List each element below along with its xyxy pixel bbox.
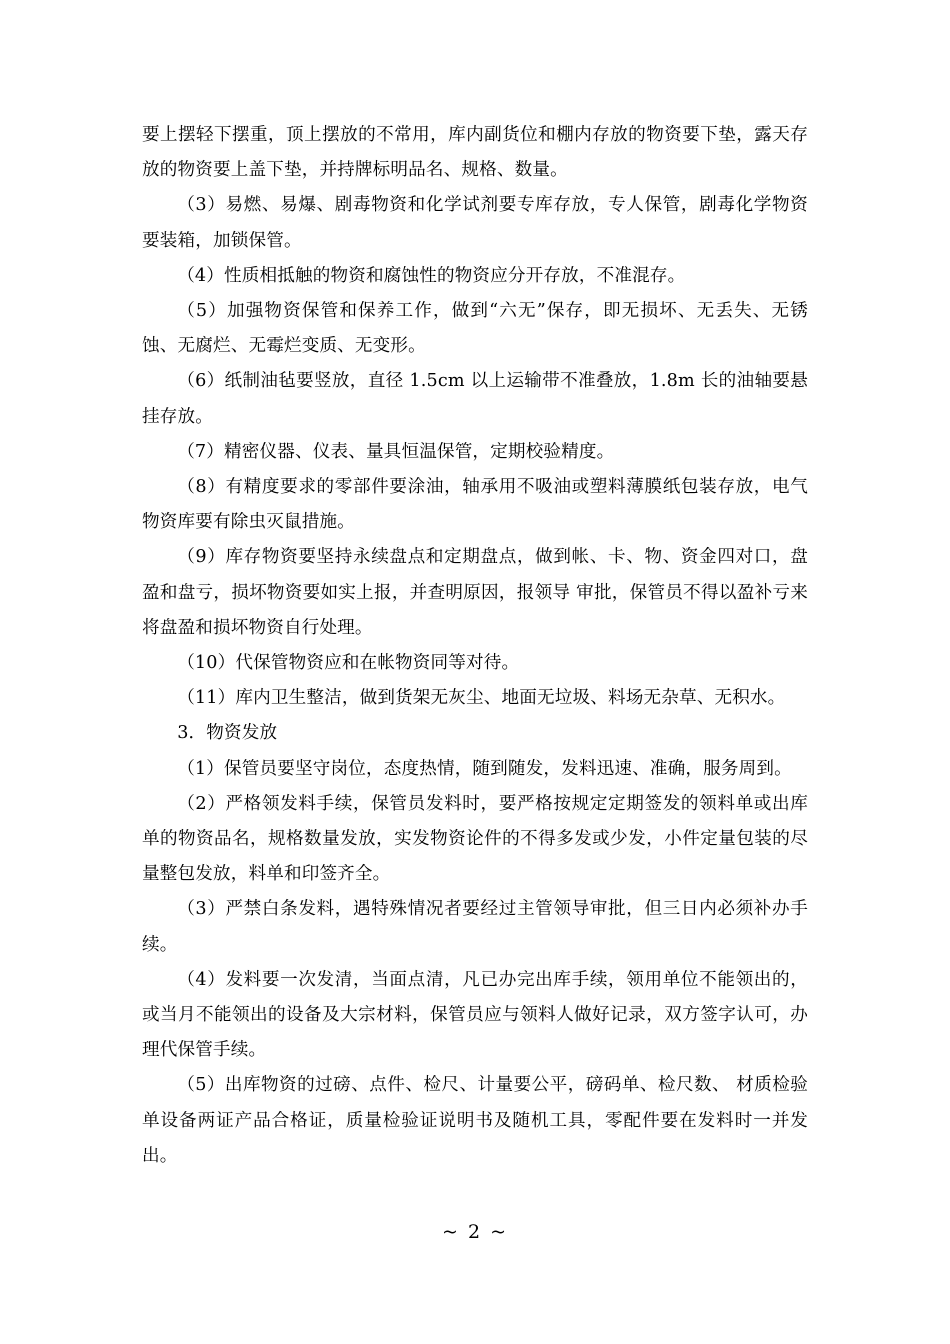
paragraph-issue-3: （3）严禁白条发料，遇特殊情况者要经过主管领导审批，但三日内必须补办手续。 — [142, 899, 808, 955]
paragraph-issue-5: （5）出库物资的过磅、点件、检尺、计量要公平，磅码单、检尺数、 材质检验单设备两证产品合格证，质量检验证说明书及随机工具，零配件要在发料时一并发出。 — [142, 1075, 808, 1166]
paragraph-item-7: （7）精密仪器、仪表、量具恒温保管，定期校验精度。 — [177, 441, 615, 462]
paragraph-stacking-rules-continued: 要上摆轻下摆重，顶上摆放的不常用，库内副货位和棚内存放的物资要下垫，露天存放的物资要上盖下垫，并持牌标明品名、规格、数量。 — [142, 125, 808, 181]
page-number: ~ 2 ~ — [441, 1221, 508, 1243]
paragraph-item-11: （11）库内卫生整洁，做到货架无灰尘、地面无垃圾、料场无杂草、无积水。 — [177, 688, 786, 709]
paragraph-item-9: （9）库存物资要坚持永续盘点和定期盘点，做到帐、卡、物、资金四对口，盘盈和盘亏，损坏物资要如实上报，并查明原因，报领导 审批，保管员不得以盈补亏来将盘盈和损坏物资自行处理。 — [142, 547, 808, 638]
paragraph-issue-1: （1）保管员要坚守岗位，态度热情，随到随发，发料迅速、准确，服务周到。 — [177, 758, 792, 779]
paragraph-item-8: （8）有精度要求的零部件要涂油，轴承用不吸油或塑料薄膜纸包装存放，电气物资库要有除虫灭鼠措施。 — [142, 477, 808, 533]
paragraph-item-6: （6）纸制油毡要竖放，直径 1.5cm 以上运输带不准叠放，1.8m 长的油轴要悬挂存放。 — [142, 371, 808, 427]
paragraph-item-3: （3）易燃、易爆、剧毒物资和化学试剂要专库存放，专人保管，剧毒化学物资要装箱，加锁保管。 — [142, 195, 808, 251]
section-heading-material-issue: 3．物资发放 — [177, 723, 278, 744]
paragraph-issue-2: （2）严格领发料手续，保管员发料时，要严格按规定定期签发的领料单或出库单的物资品名，规格数量发放，实发物资论件的不得多发或少发，小件定量包装的尽量整包发放，料单和印签齐全。 — [142, 793, 808, 885]
paragraph-item-10: （10）代保管物资应和在帐物资同等对待。 — [177, 653, 520, 674]
paragraph-item-5: （5）加强物资保管和保养工作，做到“六无”保存，即无损坏、无丢失、无锈蚀、无腐烂、无霉烂变质、无变形。 — [142, 301, 808, 357]
paragraph-issue-4: （4）发料要一次发清，当面点清，凡已办完出库手续，领用单位不能领出的，或当月不能领出的设备及大宗材料，保管员应与领料人做好记录，双方签字认可，办理代保管手续。 — [142, 969, 808, 1061]
paragraph-item-4: （4）性质相抵触的物资和腐蚀性的物资应分开存放，不准混存。 — [177, 265, 686, 286]
document-body — [142, 118, 808, 1174]
